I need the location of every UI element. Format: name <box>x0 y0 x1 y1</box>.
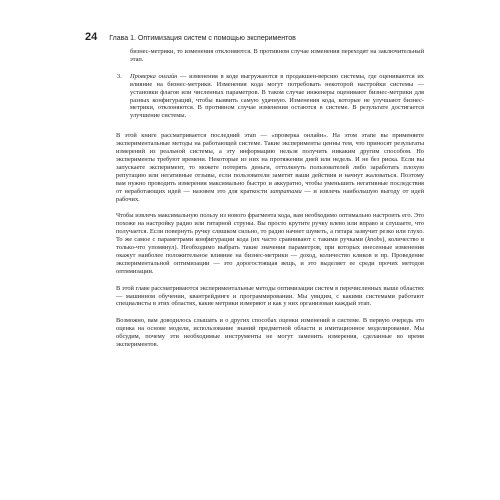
paragraph-4: Возможно, вам доводилось слышать и о других способах оценки изменений в системе. В первую очередь это оценка на основе модели, использование знаний предметной области и имитационное моделирование. Мы обсудим, почему эти необходимые инструменты не могут заменить измерения, сделанные во время экспериментов. <box>116 317 424 349</box>
paragraph-2-term: knobs <box>367 236 383 244</box>
paragraph-1-term: затратами <box>269 187 302 195</box>
paragraph-3: В этой главе рассматриваются экспериментальные методы оптимизации систем в перечисленных выше областях — машинном обучении, квантрейдинге и программировании. Мы увидим, с какими системами работают специалисты в этих областях, какие метрики измеряют и как у них организован каждый этап. <box>116 284 424 308</box>
paragraph-1-after: — и извлечь наибольшую выгоду от идей рабочих. <box>116 187 425 203</box>
paragraph-2-after: ), количество в только-что упомянул). Необходимо выбрать такие значения параметров, при которых внесенные изменения окажут наиболее положительное влияние на бизнес-метрики — доход, количество кликов и пр. Проведение экспериментальной оптимизации — это дорогостоящая вещь, и это выделяет ее среди прочих методов оптимизации. <box>116 236 424 275</box>
page-number: 24 <box>85 31 98 43</box>
list-item-continuation: бизнес-метрики, то изменения отклоняются. В противном случае изменения переходят на заключительный этап. <box>130 48 424 63</box>
paragraph-1 <box>116 132 424 203</box>
paragraph-2-before: Чтобы извлечь максимальную пользу из нового фрагмента кода, вам необходимо оптимально настроить его. Это похоже на настройку радио или гитарной струны. Вы просто крутите ручку влево или вправо и слушаете, что получается. Если повернуть ручку слишком сильно, то радио начнет шуметь, а гитара зазвучит резко или глухо. То же самое с параметрами конфигурации кода (их часто сравнивают с такими ручками ( <box>116 212 424 244</box>
paragraph-2 <box>116 212 424 275</box>
list-item-term: Проверка онлайн <box>130 72 178 80</box>
list-item-3 <box>116 73 424 120</box>
list-item-number: 3. <box>117 72 122 80</box>
list-item-text: — изменения в коде выгружаются в продакшен-версию системы, где оцениваются их влияние на бизнес-метрики. Изменения кода могут потребовать некоторой настройки системы — установки флагов или численных параметров. В таком случае инженеры оценивают бизнес-метрики для разных конфигураций, чтобы выявить самую удачную. Изменения кода, которые не улучшают бизнес-метрики, отклоняются. В противном случае изменения остаются в системе. В результате достигается улучшение системы. <box>130 72 424 120</box>
paragraph-1-before: В этой книге рассматривается последний этап — «проверка онлайн». На этом этапе вы применяете экспериментальные методы на работающей системе. Такие эксперименты ценны тем, что приносят результаты измерений из реальной системы, а эту информацию нельзя получить никаким другим способом. Но эксперименты требуют времени. Некоторые из них на протяжении дней или недель. И не без риска. Если вы запускаете эксперимент, то можете потерять деньги, оттолкнуть пользователей либо заработать плохую репутацию или негативные отзывы, если пользователи заметят ваши действия и начнут жаловаться. Поэтому вам нужно проводить измерения максимально быстро и аккуратно, чтобы уменьшить негативные последствия от неработающих идей — назовем это для краткости <box>116 132 424 195</box>
running-title: Глава 1. Оптимизация систем с помощью экспериментов <box>109 35 296 42</box>
page-header <box>85 31 425 47</box>
page-body <box>116 48 424 349</box>
